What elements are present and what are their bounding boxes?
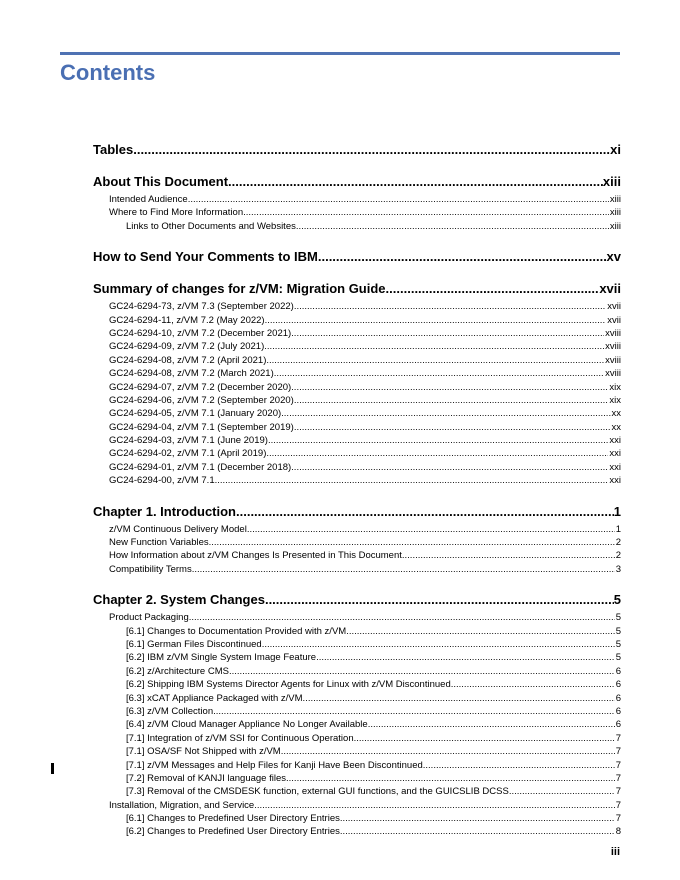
toc-entry-title: [6.1] Changes to Predefined User Directory Entries (126, 813, 340, 825)
toc-leader-dots (294, 300, 606, 313)
toc-entry-page: 7 (615, 772, 621, 784)
toc-entry-title: How to Send Your Comments to IBM (93, 249, 318, 265)
toc-entry-page: 5 (615, 652, 621, 664)
header-rule (60, 52, 620, 55)
toc-entry[interactable] (93, 611, 621, 624)
toc-leader-dots (228, 173, 603, 190)
toc-entry-page: 6 (615, 692, 621, 704)
toc-leader-dots (291, 381, 608, 394)
toc-leader-dots (247, 523, 615, 536)
toc-entry[interactable] (93, 434, 621, 447)
toc-entry[interactable] (93, 206, 621, 219)
toc-entry[interactable] (93, 772, 621, 785)
toc-entry[interactable] (93, 591, 621, 608)
toc-entry-title: Links to Other Documents and Websites (126, 220, 296, 232)
toc-entry[interactable] (93, 799, 621, 812)
toc-entry-title: [7.3] Removal of the CMSDESK function, external GUI functions, and the GUICSLIB DCSS (126, 786, 509, 798)
toc-entry-page: 6 (615, 665, 621, 677)
toc-leader-dots (189, 611, 615, 624)
toc-entry-title: Product Packaging (109, 612, 189, 624)
toc-leader-dots (346, 625, 615, 638)
toc-entry-title: Chapter 1. Introduction (93, 503, 236, 519)
toc-entry-title: [7.1] Integration of z/VM SSI for Continuous Operation (126, 732, 354, 744)
toc-entry-page: xix (609, 394, 621, 406)
toc-entry-title: New Function Variables (109, 537, 209, 549)
toc-leader-dots (133, 141, 610, 158)
toc-entry[interactable] (93, 407, 621, 420)
toc-entry[interactable] (93, 173, 621, 190)
toc-entry-title: GC24-6294-07, z/VM 7.2 (December 2020) (109, 381, 292, 393)
toc-entry-page: 2 (615, 537, 621, 549)
toc-entry[interactable] (93, 638, 621, 651)
toc-entry-page: xvii (607, 301, 621, 313)
toc-entry[interactable] (93, 745, 621, 758)
toc-leader-dots (188, 193, 609, 206)
toc-entry[interactable] (93, 421, 621, 434)
toc-leader-dots (262, 638, 615, 651)
toc-entry-title: [6.2] z/Architecture CMS (126, 665, 229, 677)
toc-leader-dots (423, 759, 615, 772)
toc-entry-title: [7.1] z/VM Messages and Help Files for Kanji Have Been Discontinued (126, 759, 423, 771)
toc-entry-title: Summary of changes for z/VM: Migration Guide (93, 281, 386, 297)
toc-entry[interactable] (93, 705, 621, 718)
toc-entry-page: xiii (609, 194, 621, 205)
toc-entry-page: 6 (615, 719, 621, 731)
toc-entry-title: GC24-6294-00, z/VM 7.1 (109, 475, 215, 487)
toc-entry-title: About This Document (93, 174, 229, 189)
toc-entry-title: z/VM Continuous Delivery Model (109, 523, 247, 535)
toc-leader-dots (192, 563, 615, 576)
toc-entry[interactable] (93, 381, 621, 394)
toc-entry-page: 6 (615, 705, 621, 717)
toc-entry-title: Chapter 2. System Changes (93, 592, 265, 608)
toc-entry-page: xiii (609, 220, 621, 232)
toc-entry-title: GC24-6294-03, z/VM 7.1 (June 2019) (109, 435, 268, 447)
toc-leader-dots (215, 474, 609, 487)
toc-entry-page: 7 (615, 799, 621, 811)
toc-leader-dots (340, 812, 615, 825)
toc-leader-dots (294, 394, 609, 407)
toc-entry[interactable] (93, 523, 621, 536)
toc-entry[interactable] (93, 665, 621, 678)
toc-entry-page: xxi (609, 475, 621, 487)
toc-entry[interactable] (93, 759, 621, 772)
toc-entry[interactable] (93, 340, 621, 353)
toc-leader-dots (213, 705, 615, 718)
toc-leader-dots (254, 799, 614, 812)
toc-entry[interactable] (93, 447, 621, 460)
toc-leader-dots (229, 665, 615, 678)
toc-entry-page: xx (611, 408, 621, 420)
toc-entry[interactable] (93, 280, 621, 297)
toc-entry[interactable] (93, 461, 621, 474)
toc-entry[interactable] (93, 732, 621, 745)
toc-entry-page: xviii (605, 341, 621, 353)
toc-entry[interactable] (93, 692, 621, 705)
toc-entry-page: xxi (609, 448, 621, 460)
toc-entry-page: xxi (609, 461, 621, 473)
toc-entry-title: Where to Find More Information (109, 207, 244, 219)
toc-entry-title: Compatibility Terms (109, 563, 192, 575)
toc-leader-dots (316, 651, 615, 664)
toc-entry[interactable] (93, 625, 621, 638)
page-number: iii (610, 846, 620, 858)
toc-entry-title: GC24-6294-73, z/VM 7.3 (September 2022) (109, 301, 294, 313)
toc-leader-dots (402, 549, 615, 562)
toc-entry[interactable] (93, 394, 621, 407)
page-title: Contents (60, 60, 156, 85)
toc-entry[interactable] (93, 812, 621, 825)
toc-entry-title: GC24-6294-06, z/VM 7.2 (September 2020) (109, 394, 294, 406)
toc-entry-page: 5 (615, 612, 621, 624)
toc-entry[interactable] (93, 367, 621, 380)
toc-entry-title: [6.2] Changes to Predefined User Directory Entries (126, 826, 340, 838)
toc-leader-dots (274, 367, 604, 380)
toc-entry[interactable] (93, 354, 621, 367)
toc-entry-page: 5 (615, 625, 621, 637)
toc-entry-page: 5 (615, 638, 621, 650)
toc-leader-dots (303, 692, 615, 705)
toc-entry-page: 1 (613, 503, 621, 519)
toc-entry-page: 1 (615, 523, 621, 535)
toc-leader-dots (265, 314, 607, 327)
toc-leader-dots (368, 718, 615, 731)
toc-entry[interactable] (93, 141, 621, 158)
toc-entry-page: xviii (605, 368, 621, 380)
table-of-contents (93, 141, 621, 839)
toc-entry-title: [6.1] Changes to Documentation Provided with z/VM (126, 625, 347, 637)
toc-entry-page: xiii (602, 174, 621, 189)
toc-entry-page: xxi (609, 435, 621, 447)
toc-entry-page: 7 (615, 786, 621, 798)
toc-leader-dots (266, 447, 608, 460)
toc-leader-dots (340, 825, 615, 838)
toc-entry[interactable] (93, 300, 621, 313)
toc-entry-page: xx (611, 421, 621, 433)
toc-entry[interactable] (93, 220, 621, 233)
toc-entry-title: [6.2] Shipping IBM Systems Director Agents for Linux with z/VM Discontinued (126, 679, 451, 691)
toc-entry-title: [7.2] Removal of KANJI language files (126, 772, 287, 784)
toc-entry-title: [6.3] z/VM Collection (126, 705, 214, 717)
toc-entry-title: GC24-6294-11, z/VM 7.2 (May 2022) (109, 314, 265, 326)
toc-entry-page: 3 (615, 563, 621, 575)
toc-entry-page: xvii (599, 281, 621, 297)
toc-entry-page: 8 (615, 826, 621, 838)
toc-entry-page: 7 (615, 759, 621, 771)
toc-entry-title: GC24-6294-08, z/VM 7.2 (April 2021) (109, 354, 267, 366)
toc-entry-title: GC24-6294-04, z/VM 7.1 (September 2019) (109, 421, 294, 433)
toc-entry-page: xviii (605, 354, 621, 366)
toc-entry-title: GC24-6294-10, z/VM 7.2 (December 2021) (109, 327, 292, 339)
toc-entry-page: xiii (609, 207, 621, 219)
toc-entry-page: xvii (607, 314, 621, 326)
toc-entry-title: [6.3] xCAT Appliance Packaged with z/VM (126, 692, 303, 704)
change-bar (51, 763, 54, 774)
toc-leader-dots (265, 591, 614, 608)
toc-entry-title: How Information about z/VM Changes Is Presented in This Document (109, 550, 402, 562)
toc-entry-title: GC24-6294-02, z/VM 7.1 (April 2019) (109, 448, 267, 460)
toc-entry-page: xv (606, 249, 621, 265)
toc-leader-dots (243, 206, 609, 219)
toc-entry-page: xi (610, 142, 621, 157)
toc-entry-title: GC24-6294-09, z/VM 7.2 (July 2021) (109, 341, 265, 353)
toc-entry-page: 7 (615, 813, 621, 825)
toc-entry[interactable] (93, 718, 621, 731)
toc-leader-dots (386, 280, 600, 297)
toc-leader-dots (318, 248, 607, 265)
toc-entry-title: GC24-6294-05, z/VM 7.1 (January 2020) (109, 408, 282, 420)
toc-entry[interactable] (93, 678, 621, 691)
toc-leader-dots (294, 421, 611, 434)
toc-entry-title: [6.1] German Files Discontinued (126, 638, 262, 650)
toc-leader-dots (291, 461, 608, 474)
toc-entry-title: Intended Audience (109, 194, 188, 205)
toc-entry-page: xviii (605, 327, 621, 339)
toc-entry-page: 2 (615, 550, 621, 562)
toc-entry[interactable] (93, 314, 621, 327)
toc-entry[interactable] (93, 549, 621, 562)
toc-leader-dots (296, 220, 609, 233)
toc-entry[interactable] (93, 248, 621, 265)
toc-leader-dots (291, 327, 604, 340)
toc-leader-dots (281, 745, 615, 758)
toc-entry[interactable] (93, 327, 621, 340)
toc-entry-title: [6.2] IBM z/VM Single System Image Feature (126, 652, 317, 664)
toc-leader-dots (209, 536, 615, 549)
toc-leader-dots (509, 785, 615, 798)
toc-entry[interactable] (93, 503, 621, 520)
toc-leader-dots (281, 407, 610, 420)
toc-leader-dots (268, 434, 608, 447)
toc-entry[interactable] (93, 825, 621, 838)
toc-leader-dots (286, 772, 615, 785)
toc-entry-title: [6.4] z/VM Cloud Manager Appliance No Longer Available (126, 719, 368, 731)
toc-entry-title: [7.1] OSA/SF Not Shipped with z/VM (126, 746, 281, 758)
toc-entry[interactable] (93, 474, 621, 487)
toc-entry-page: 5 (613, 592, 621, 608)
toc-entry-page: 6 (615, 679, 621, 691)
toc-entry-title: GC24-6294-08, z/VM 7.2 (March 2021) (109, 368, 274, 380)
toc-entry-page: 7 (615, 732, 621, 744)
toc-entry[interactable] (93, 193, 621, 206)
toc-entry-title: GC24-6294-01, z/VM 7.1 (December 2018) (109, 461, 292, 473)
toc-leader-dots (236, 503, 614, 520)
toc-entry[interactable] (93, 536, 621, 549)
toc-leader-dots (264, 340, 604, 353)
toc-entry-page: 7 (615, 746, 621, 758)
toc-entry[interactable] (93, 785, 621, 798)
toc-entry-title: Installation, Migration, and Service (109, 799, 255, 811)
toc-entry[interactable] (93, 563, 621, 576)
toc-entry-page: xix (609, 381, 621, 393)
toc-entry[interactable] (93, 651, 621, 664)
toc-leader-dots (354, 732, 615, 745)
toc-leader-dots (451, 678, 615, 691)
toc-leader-dots (266, 354, 604, 367)
toc-entry-title: Tables (93, 142, 134, 157)
